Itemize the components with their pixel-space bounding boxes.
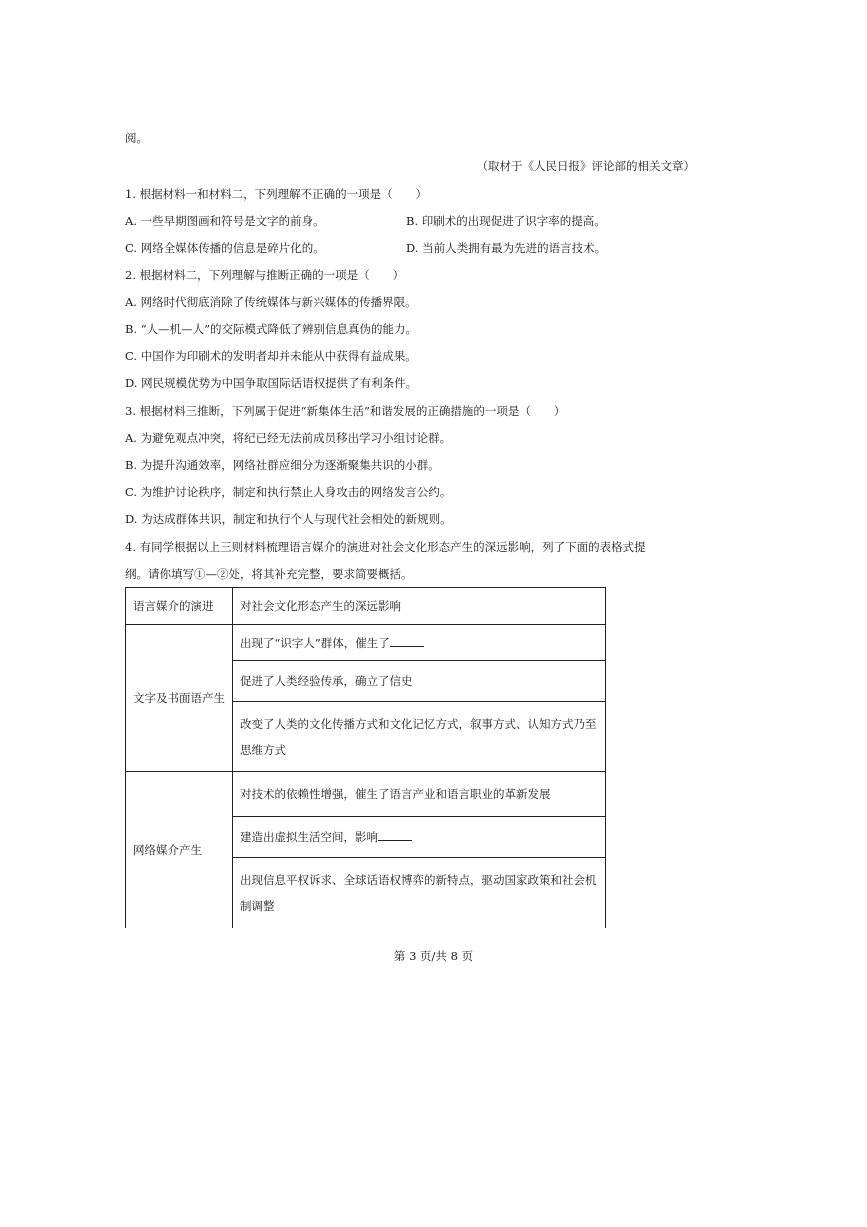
cell-text: 建造出虚拟生活空间，影响 (240, 830, 378, 844)
question-4-stem-line-1: 4. 有同学根据以上三则材料梳理语言媒介的演进对社会文化形态产生的深远影响，列了下面的表格式提 (125, 540, 646, 554)
table-row (126, 625, 606, 661)
question-1-stem: 1. 根据材料一和材料二，下列理解不正确的一项是（ ） (125, 187, 428, 201)
question-1-option-b: B. 印刷术的出现促进了识字率的提高。 (406, 214, 606, 228)
table-row (126, 772, 606, 817)
table-cell: 改变了人类的文化传播方式和文化记忆方式，叙事方式、认知方式乃至思维方式 (233, 702, 606, 772)
source-citation: （取材于《人民日报》评论部的相关文章） (476, 159, 695, 173)
table-group-label-network: 网络媒介产生 (126, 772, 233, 928)
table-cell: 对技术的依赖性增强，催生了语言产业和语言职业的革新发展 (233, 772, 606, 817)
table-header-row (126, 588, 606, 625)
question-2-stem: 2. 根据材料二，下列理解与推断正确的一项是（ ） (125, 268, 405, 282)
table-cell: 出现信息平权诉求、全球话语权博弈的新特点，驱动国家政策和社会机制调整 (233, 858, 606, 928)
table-header-media: 语言媒介的演进 (126, 588, 233, 625)
question-2-option-a: A. 网络时代彻底消除了传统媒体与新兴媒体的传播界限。 (125, 295, 417, 309)
question-3-stem: 3. 根据材料三推断，下列属于促进“新集体生活”和谐发展的正确措施的一项是（ ） (125, 404, 566, 418)
table-cell: 促进了人类经验传承，确立了信史 (233, 661, 606, 702)
table-cell (233, 625, 606, 661)
question-3-option-a: A. 为避免观点冲突，将纪已经无法前成员移出学习小组讨论群。 (125, 431, 452, 445)
table-header-impact: 对社会文化形态产生的深远影响 (233, 588, 606, 625)
question-1-option-a: A. 一些早期图画和符号是文字的前身。 (125, 214, 325, 228)
question-2-option-c: C. 中国作为印刷术的发明者却并未能从中获得有益成果。 (125, 349, 417, 363)
question-3-option-d: D. 为达成群体共识，制定和执行个人与现代社会相处的新规则。 (125, 512, 452, 526)
question-3-option-c: C. 为维护讨论秩序，制定和执行禁止人身攻击的网络发言公约。 (125, 485, 452, 499)
fill-blank-2[interactable] (378, 828, 412, 841)
previous-text-fragment: 阅。 (125, 131, 148, 145)
question-1-option-d: D. 当前人类拥有最为先进的语言技术。 (406, 241, 607, 255)
page-footer: 第 3 页/共 8 页 (393, 949, 474, 963)
question-3-option-b: B. 为提升沟通效率，网络社群应细分为逐渐聚集共识的小群。 (125, 458, 440, 472)
fill-blank-1[interactable] (390, 634, 424, 647)
cell-text: 出现了“识字人”群体，催生了 (240, 635, 390, 650)
question-2-option-d: D. 网民规模优势为中国争取国际话语权提供了有利条件。 (125, 376, 418, 390)
outline-table (125, 587, 606, 928)
question-1-option-c: C. 网络全媒体传播的信息是碎片化的。 (125, 241, 325, 255)
question-2-option-b: B. “人—机—人”的交际模式降低了辨别信息真伪的能力。 (125, 322, 418, 336)
table-group-label-writing: 文字及书面语产生 (126, 625, 233, 772)
question-4-stem-line-2: 纲。请你填写①—②处，将其补充完整，要求简要概括。 (125, 567, 413, 581)
table-cell (233, 817, 606, 858)
